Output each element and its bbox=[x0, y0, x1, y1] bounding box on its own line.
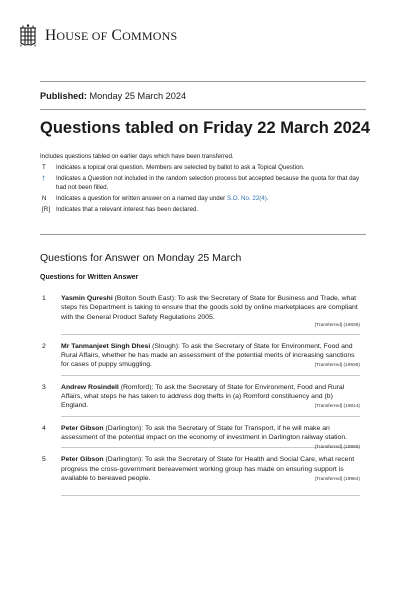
house-of-commons-logo bbox=[18, 24, 177, 48]
published-label: Published: bbox=[40, 91, 87, 101]
legend-text-wrap bbox=[56, 195, 269, 204]
section-rule bbox=[40, 234, 366, 235]
member-name: Peter Gibson bbox=[61, 456, 104, 464]
legend-symbol: T bbox=[42, 164, 46, 171]
legend-row-named-day bbox=[40, 195, 370, 204]
question-reference: [Transferred] (19964) bbox=[314, 476, 360, 482]
legend-row-topical bbox=[40, 164, 370, 173]
question-number: 1 bbox=[42, 295, 46, 302]
question-text: To ask the Secretary of State for Transport, if he will make an assessment of the potential impact on the economy of investment in Darlington railway station. bbox=[61, 424, 348, 441]
question-number: 4 bbox=[42, 424, 46, 432]
legend-text-after: . bbox=[266, 194, 269, 202]
constituency: (Darlington): bbox=[103, 456, 145, 464]
section-heading: Questions for Answer on Monday 25 March bbox=[40, 252, 242, 264]
question-body bbox=[61, 383, 360, 411]
constituency: (Romford): bbox=[118, 383, 156, 391]
question-divider bbox=[61, 375, 360, 376]
question-divider bbox=[61, 495, 360, 496]
legend-symbol: † bbox=[42, 175, 46, 183]
legend-symbol: [R] bbox=[42, 205, 50, 213]
question-reference: [Transferred] (19938) bbox=[314, 363, 360, 369]
question-text: To ask the Secretary of State for Environment, Food and Rural Affairs, what steps he has taken to address dog thefts in (a) Romford constituency and (b) England. bbox=[61, 383, 345, 410]
question-body bbox=[61, 294, 360, 329]
question-item bbox=[40, 424, 360, 451]
legend-text: Indicates a Question not included in the random selection process but accepted because the quota for that day had not been filled. bbox=[56, 175, 360, 191]
legend-row-dagger bbox=[40, 175, 370, 192]
member-name: Yasmin Qureshi bbox=[61, 295, 113, 302]
question-item bbox=[40, 455, 360, 483]
published-rule bbox=[40, 109, 366, 110]
question-item bbox=[40, 342, 360, 370]
question-reference: [Transferred] (19814) bbox=[314, 404, 360, 410]
published-line bbox=[40, 91, 186, 101]
standing-order-link[interactable]: S.O. No. 22(4) bbox=[226, 194, 267, 202]
constituency: (Darlington): bbox=[103, 424, 145, 432]
member-name: Andrew Rosindell bbox=[61, 383, 119, 391]
constituency: (Slough): bbox=[150, 342, 182, 350]
legend-text: Indicates a topical oral question. Members are selected by ballot to ask a Topical Question. bbox=[56, 164, 305, 171]
legend-symbol: N bbox=[42, 194, 47, 202]
question-body bbox=[61, 455, 360, 483]
header-rule bbox=[40, 81, 366, 82]
question-number: 3 bbox=[42, 383, 46, 391]
question-text: To ask the Secretary of State for Business and Trade, what steps his Department is taking to ensure that the goods sold by online marketplaces are compliant with the General Product Safety Regulations 2005. bbox=[61, 295, 358, 321]
questions-list bbox=[40, 294, 360, 503]
question-number: 2 bbox=[42, 342, 46, 350]
legend-text: Indicates a question for written answer on a named day under bbox=[56, 194, 227, 202]
question-reference: [Transferred] (19999) bbox=[314, 445, 360, 451]
page-title: Questions tabled on Friday 22 March 2024 bbox=[40, 119, 371, 137]
question-item bbox=[40, 383, 360, 411]
member-name: Mr Tanmanjeet Singh Dhesi bbox=[61, 342, 151, 350]
subheading: Questions for Written Answer bbox=[40, 274, 139, 281]
symbol-legend bbox=[40, 164, 370, 217]
question-text: To ask the Secretary of State for Environment, Food and Rural Affairs, whether he has made an assessment of the potential merits of increasing sanctions for cases of puppy smuggling. bbox=[61, 342, 355, 369]
question-divider bbox=[61, 334, 360, 335]
question-number: 5 bbox=[42, 456, 46, 464]
question-text: To ask the Secretary of State for Health and Social Care, what recent progress the cross-government bereavement working group has made on ensuring support is available to bereaved people. bbox=[61, 456, 355, 482]
question-item bbox=[40, 294, 360, 329]
legend-text: Indicates that a relevant interest has been declared. bbox=[56, 205, 199, 213]
legend-row-relevant-interest bbox=[40, 206, 370, 215]
question-divider bbox=[61, 416, 360, 417]
portcullis-icon bbox=[18, 24, 38, 48]
question-body bbox=[61, 342, 360, 370]
member-name: Peter Gibson bbox=[61, 424, 104, 432]
published-date: Monday 25 March 2024 bbox=[89, 91, 187, 101]
question-body bbox=[61, 424, 360, 451]
constituency: (Bolton South East): bbox=[112, 295, 178, 302]
question-reference: [Transferred] (19838) bbox=[314, 322, 360, 328]
logo-text: HOUSE OF COMMONS bbox=[45, 27, 178, 44]
intro-text: Includes questions tabled on earlier days which have been transferred. bbox=[40, 153, 234, 160]
